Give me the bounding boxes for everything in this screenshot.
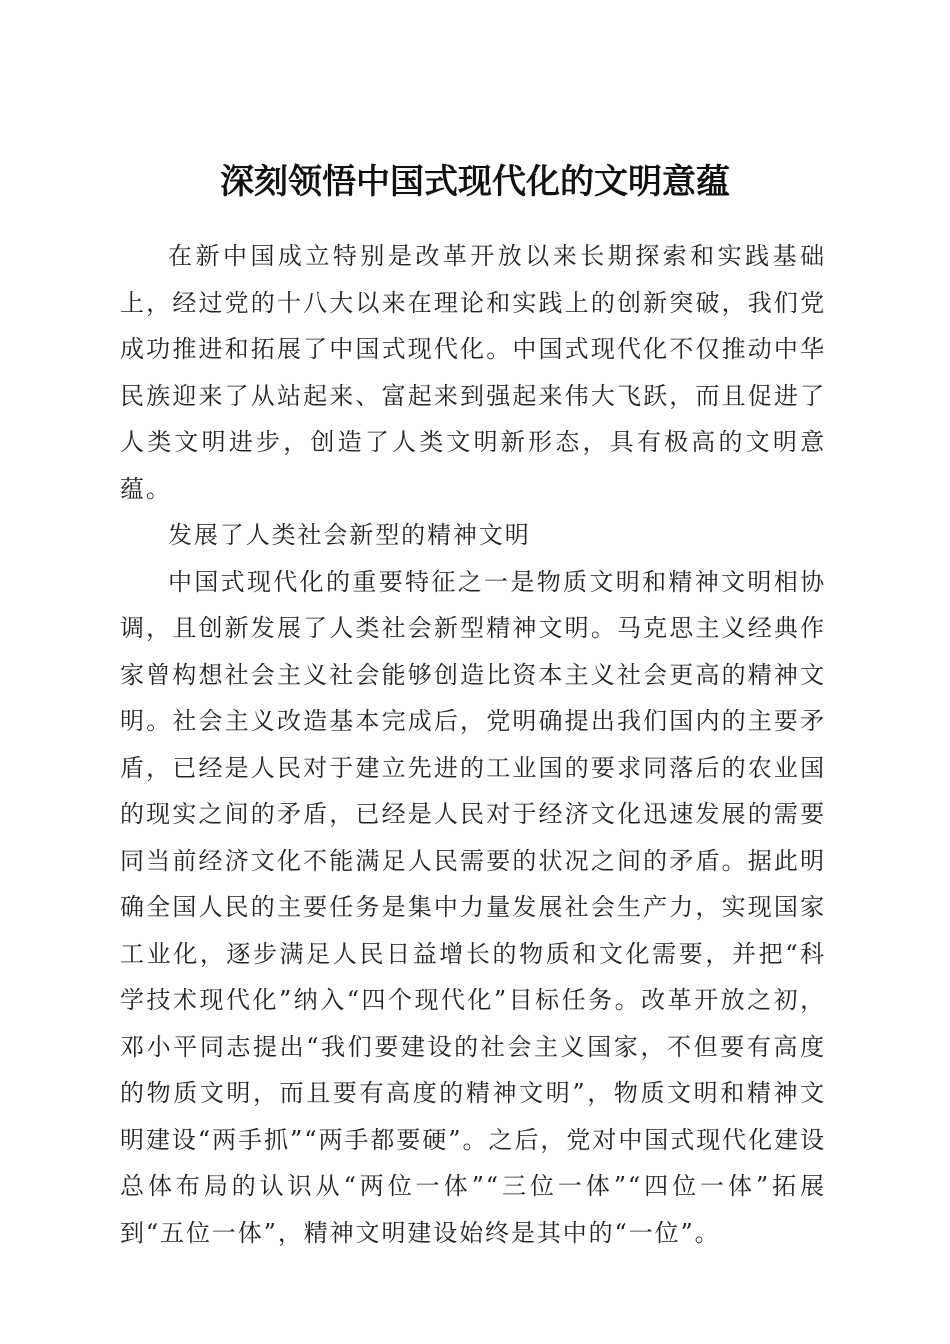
section-paragraph: 中国式现代化的重要特征之一是物质文明和精神文明相协调，且创新发展了人类社会新型精神文明。马克思主义经典作家曾构想社会主义社会能够创造比资本主义社会更高的精神文明。社会主义改造基本完成后，党明确提出我们国内的主要矛盾，已经是人民对于建立先进的工业国的要求同落后的农业国的现实之间的矛盾，已经是人民对于经济文化迅速发展的需要同当前经济文化不能满足人民需要的状况之间的矛盾。据此明确全国人民的主要任务是集中力量发展社会生产力，实现国家工业化，逐步满足人民日益增长的物质和文化需要，并把“科学技术现代化”纳入“四个现代化”目标任务。改革开放之初，邓小平同志提出“我们要建设的社会主义国家，不但要有高度的物质文明，而且要有高度的精神文明”，物质文明和精神文明建设“两手抓”“两手都要硬”。之后，党对中国式现代化建设总体布局的认识从“两位一体”“三位一体”“四位一体”拓展到“五位一体”，精神文明建设始终是其中的“一位”。 bbox=[120, 567, 826, 1247]
document-title: 深刻领悟中国式现代化的文明意蕴 bbox=[220, 161, 730, 202]
intro-paragraph: 在新中国成立特别是改革开放以来长期探索和实践基础上，经过党的十八大以来在理论和实践上的创新突破，我们党成功推进和拓展了中国式现代化。中国式现代化不仅推动中华民族迎来了从站起来、富起来到强起来伟大飞跃，而且促进了人类文明进步，创造了人类文明新形态，具有极高的文明意蕴。 bbox=[120, 242, 826, 503]
document-body bbox=[120, 233, 826, 1256]
section-heading: 发展了人类社会新型的精神文明 bbox=[168, 521, 531, 549]
